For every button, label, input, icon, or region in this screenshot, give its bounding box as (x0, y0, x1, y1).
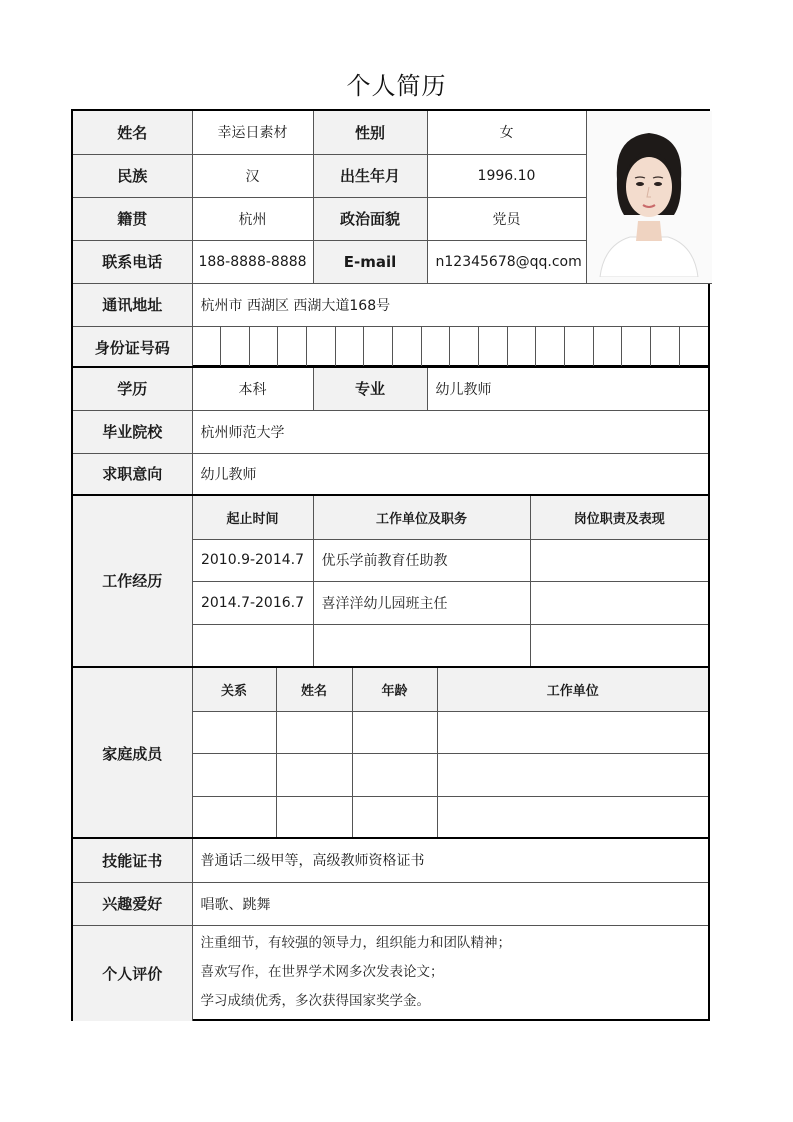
id-digit-cell[interactable] (450, 327, 479, 368)
work-experience-label: 工作经历 (73, 496, 192, 666)
work-duties-cell[interactable] (530, 624, 708, 666)
work-header-duties: 岗位职责及表现 (530, 496, 708, 539)
ethnicity-value[interactable]: 汉 (192, 154, 313, 197)
political-status-value[interactable]: 党员 (427, 197, 586, 240)
email-label: E-mail (313, 240, 427, 283)
ethnicity-label: 民族 (73, 154, 192, 197)
family-age-cell[interactable] (352, 796, 437, 839)
birth-value[interactable]: 1996.10 (427, 154, 586, 197)
family-employer-cell[interactable] (437, 796, 708, 839)
id-digit-cell[interactable] (393, 327, 422, 368)
work-employer-cell[interactable]: 优乐学前教育任助教 (313, 539, 530, 581)
family-name-cell[interactable] (276, 711, 352, 753)
phone-label: 联系电话 (73, 240, 192, 283)
native-place-label: 籍贯 (73, 197, 192, 240)
id-digit-cell[interactable] (679, 327, 708, 368)
address-label: 通讯地址 (73, 283, 192, 326)
id-digit-cell[interactable] (593, 327, 622, 368)
hobbies-label: 兴趣爱好 (73, 882, 192, 925)
degree-label: 学历 (73, 368, 192, 410)
family-age-cell[interactable] (352, 753, 437, 796)
school-value[interactable]: 杭州师范大学 (192, 410, 708, 453)
self-evaluation-label: 个人评价 (73, 925, 192, 1021)
id-digit-cell[interactable] (364, 327, 393, 368)
family-age-cell[interactable] (352, 711, 437, 753)
work-period-cell[interactable]: 2014.7-2016.7 (192, 581, 313, 624)
id-digit-cell[interactable] (565, 327, 594, 368)
id-digit-cell[interactable] (335, 327, 364, 368)
family-employer-cell[interactable] (437, 711, 708, 753)
photo-cell[interactable] (586, 111, 712, 283)
phone-value[interactable]: 188-8888-8888 (192, 240, 313, 283)
skills-label: 技能证书 (73, 839, 192, 882)
id-digit-cell[interactable] (479, 327, 508, 368)
id-digit-cell[interactable] (192, 327, 221, 368)
work-header-employer: 工作单位及职务 (313, 496, 530, 539)
family-relation-cell[interactable] (192, 796, 276, 839)
family-label: 家庭成员 (73, 668, 192, 839)
native-place-value[interactable]: 杭州 (192, 197, 313, 240)
id-digit-cell[interactable] (651, 327, 680, 368)
family-relation-cell[interactable] (192, 753, 276, 796)
gender-label: 性别 (313, 111, 427, 154)
id-digit-cell[interactable] (507, 327, 536, 368)
skills-value[interactable]: 普通话二级甲等，高级教师资格证书 (192, 839, 708, 882)
id-digit-cell[interactable] (221, 327, 250, 368)
work-duties-cell[interactable] (530, 539, 708, 581)
page-title: 个人简历 (346, 72, 447, 100)
id-digit-cell[interactable] (536, 327, 565, 368)
family-section (71, 666, 710, 839)
job-intent-label: 求职意向 (73, 453, 192, 494)
gender-value[interactable]: 女 (427, 111, 586, 154)
id-digit-cell[interactable] (307, 327, 336, 368)
hobbies-value[interactable]: 唱歌、跳舞 (192, 882, 708, 925)
major-value[interactable]: 幼儿教师 (427, 368, 708, 410)
evaluation-line: 学习成绩优秀，多次获得国家奖学金。 (200, 992, 430, 1009)
family-name-cell[interactable] (276, 796, 352, 839)
family-name-cell[interactable] (276, 753, 352, 796)
portrait-photo (590, 117, 708, 277)
id-number-label: 身份证号码 (73, 327, 192, 368)
work-period-cell[interactable] (192, 624, 313, 666)
work-period-cell[interactable]: 2010.9-2014.7 (192, 539, 313, 581)
self-evaluation-value[interactable] (192, 925, 708, 1021)
work-employer-cell[interactable] (313, 624, 530, 666)
name-value[interactable]: 幸运日素材 (192, 111, 313, 154)
political-status-label: 政治面貌 (313, 197, 427, 240)
school-label: 毕业院校 (73, 410, 192, 453)
major-label: 专业 (313, 368, 427, 410)
evaluation-line: 喜欢写作，在世界学术网多次发表论文； (200, 963, 444, 980)
birth-label: 出生年月 (313, 154, 427, 197)
address-value[interactable]: 杭州市 西湖区 西湖大道168号 (192, 283, 712, 326)
email-value[interactable]: n12345678@qq.com (427, 240, 586, 283)
basic-info-section (71, 109, 710, 367)
id-digit-cell[interactable] (622, 327, 651, 368)
family-header-age: 年龄 (352, 668, 437, 711)
id-digit-cell[interactable] (421, 327, 450, 368)
id-digit-cell[interactable] (249, 327, 278, 368)
family-relation-cell[interactable] (192, 711, 276, 753)
evaluation-line: 注重细节，有较强的领导力，组织能力和团队精神； (200, 934, 511, 951)
work-header-period: 起止时间 (192, 496, 313, 539)
id-digit-cell[interactable] (278, 327, 307, 368)
work-duties-cell[interactable] (530, 581, 708, 624)
degree-value[interactable]: 本科 (192, 368, 313, 410)
work-employer-cell[interactable]: 喜洋洋幼儿园班主任 (313, 581, 530, 624)
work-experience-section (71, 494, 710, 668)
family-employer-cell[interactable] (437, 753, 708, 796)
family-header-relation: 关系 (192, 668, 276, 711)
job-intent-value[interactable]: 幼儿教师 (192, 453, 708, 494)
name-label: 姓名 (73, 111, 192, 154)
family-header-name: 姓名 (276, 668, 352, 711)
education-section (71, 366, 710, 496)
personal-section (71, 837, 710, 1021)
family-header-employer: 工作单位 (437, 668, 708, 711)
